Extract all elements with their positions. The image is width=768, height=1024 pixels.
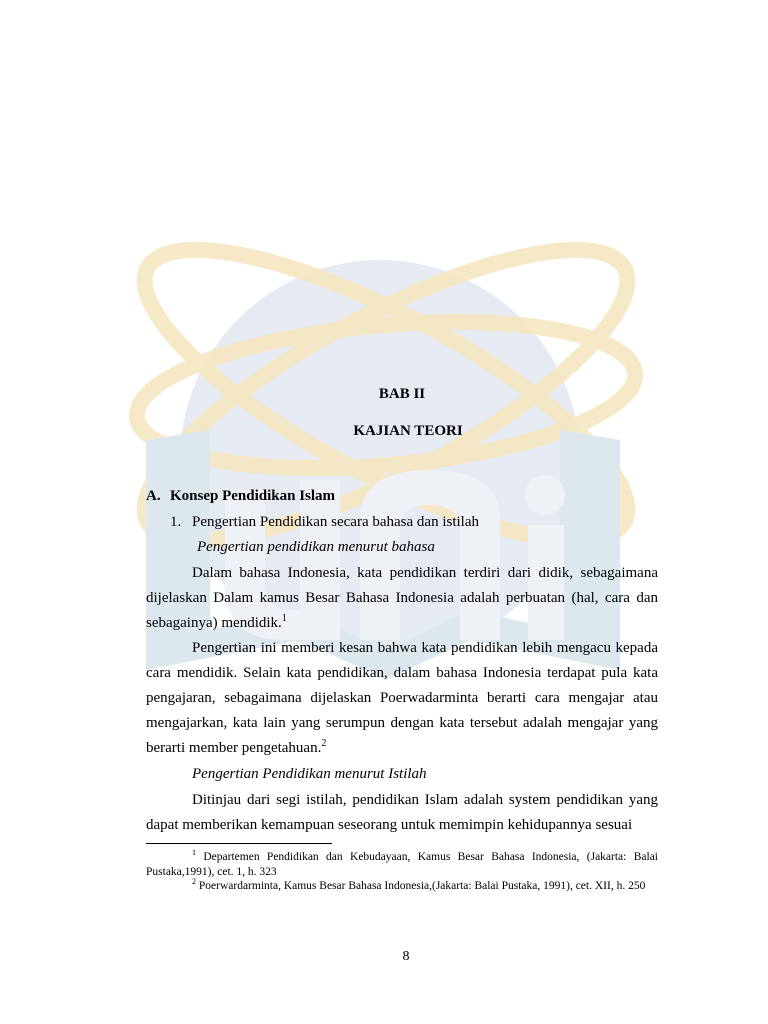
- paragraph-text: Dalam bahasa Indonesia, kata pendidikan terdiri dari didik, sebagaimana dijelaskan Dalam kamus Besar Bahasa Indonesia adalah perbuatan (hal, cara dan sebagainya) mendidik.: [146, 565, 658, 631]
- footnote-text: Poerwardarminta, Kamus Besar Bahasa Indonesia,(Jakarta: Balai Pustaka, 1991), cet. XII, h. 250: [198, 880, 646, 892]
- paragraph: [146, 788, 658, 838]
- footnote-number: 2: [192, 877, 196, 887]
- footnote-divider: [146, 843, 332, 844]
- italic-heading-bahasa: Pengertian pendidikan menurut bahasa: [197, 539, 435, 555]
- paragraph-text: Ditinjau dari segi istilah, pendidikan Islam adalah system pendidikan yang dapat memberikan kemampuan seseorang untuk memimpin kehidupannya sesuai: [146, 792, 658, 833]
- footnote-number: 1: [192, 848, 196, 858]
- paragraph-text: Pengertian ini memberi kesan bahwa kata pendidikan lebih mengacu kepada cara mendidik. Selain kata pendidikan, dalam bahasa Indonesia terdapat pula kata pengajaran, sebagaimana dijelaskan Poerwadarminta berarti cara mengajar atau mengajarkan, kata lain yang serumpun dengan kata tersebut adalah mengajar yang berarti member pengetahuan.: [146, 640, 658, 756]
- subsection-number: 1.: [170, 514, 182, 530]
- paragraph: [146, 561, 658, 636]
- footnote-text: Departemen Pendidikan dan Kebudayaan, Kamus Besar Bahasa Indonesia, (Jakarta: Balai Pustaka,1991), cet. 1, h. 323: [146, 851, 658, 878]
- subsection-title: Pengertian Pendidikan secara bahasa dan istilah: [192, 514, 479, 530]
- subsection-heading: [170, 514, 479, 531]
- footnote: [146, 879, 658, 894]
- chapter-title: KAJIAN TEORI: [353, 423, 463, 439]
- section-title: Konsep Pendidikan Islam: [170, 488, 336, 504]
- footnote-ref: 1: [281, 613, 287, 624]
- footnote: [146, 850, 658, 879]
- italic-heading-istilah: Pengertian Pendidikan menurut Istilah: [192, 766, 427, 782]
- chapter-label: BAB II: [378, 386, 426, 402]
- section-heading: [146, 488, 335, 505]
- page-number: 8: [402, 949, 410, 964]
- section-number: A.: [146, 488, 161, 504]
- paragraph: [146, 636, 658, 761]
- footnote-ref: 2: [321, 738, 327, 749]
